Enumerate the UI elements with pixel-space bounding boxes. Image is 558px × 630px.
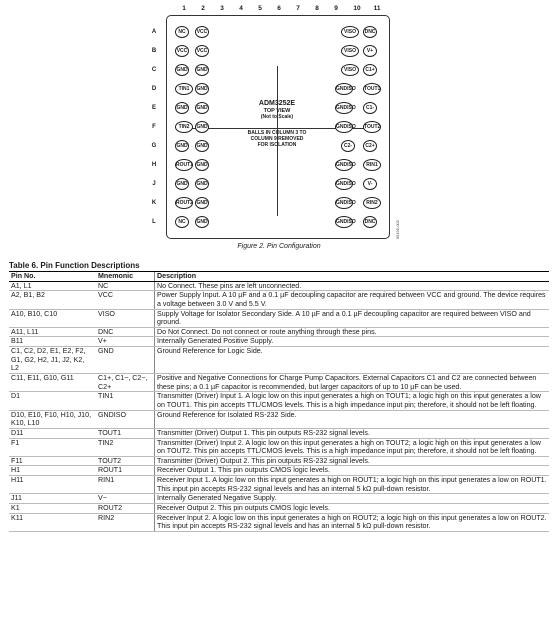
col-num: 6: [277, 5, 281, 12]
ball-pin: GND: [195, 64, 209, 76]
ball-pin: RIN2: [363, 197, 381, 209]
row-letter: J: [152, 181, 156, 187]
table-row: [9, 494, 549, 504]
ball-pin: GND: [195, 216, 209, 228]
cell-mnemonic: DNC: [96, 327, 155, 337]
ball-pin: DNC: [363, 26, 377, 38]
ball-pin: VISO: [341, 26, 359, 38]
table-row: [9, 428, 549, 438]
col-num: 5: [258, 5, 262, 12]
ball-pin: GNDISO: [335, 159, 353, 171]
scale-label: (Not to Scale): [260, 114, 294, 120]
ball-pin: GND: [195, 178, 209, 190]
cell-pin-no: A1, L1: [9, 281, 96, 291]
table-row: [9, 456, 549, 466]
cell-mnemonic: V+: [96, 337, 155, 347]
table-row: [9, 337, 549, 347]
table-row: [9, 504, 549, 514]
cell-pin-no: H11: [9, 476, 96, 494]
ball-pin: VCC: [195, 26, 209, 38]
ball-pin: GNDISO: [335, 121, 353, 133]
cell-pin-no: C1, C2, D2, E1, E2, F2, G1, G2, H2, J1, J2, K2, L2: [9, 347, 96, 374]
table-row: [9, 392, 549, 410]
ball-pin: TOUT1: [363, 83, 381, 95]
note-line: FOR ISOLATION: [257, 142, 297, 148]
table-row: [9, 281, 549, 291]
ball-pin: C1+: [363, 64, 377, 76]
row-letter: E: [151, 105, 156, 111]
figure-id: 05195-002: [395, 220, 400, 240]
cell-mnemonic: ROUT1: [96, 466, 155, 476]
view-label: TOP VIEW: [263, 108, 291, 114]
cell-description: Receiver Output 2. This pin outputs CMOS logic levels.: [155, 504, 550, 514]
ball-pin: C1-: [363, 102, 377, 114]
cell-description: Receiver Output 1. This pin outputs CMOS logic levels.: [155, 466, 550, 476]
cell-mnemonic: TIN2: [96, 438, 155, 456]
ball-pin: TOUT2: [363, 121, 381, 133]
cell-pin-no: A2, B1, B2: [9, 291, 96, 309]
cell-description: Receiver Input 1. A logic low on this input generates a high on ROUT1; a logic high on this input generates a low on ROUT1. This input pin accepts RS-232 signal levels and has an internal 5 kΩ pull-down resistor.: [155, 476, 550, 494]
row-letter: F: [152, 124, 156, 130]
ball-pin: GND: [175, 64, 189, 76]
ball-pin: GNDISO: [335, 216, 353, 228]
cell-mnemonic: RIN1: [96, 476, 155, 494]
table-row: [9, 476, 549, 494]
cell-pin-no: D1: [9, 392, 96, 410]
cell-pin-no: B11: [9, 337, 96, 347]
row-letter: C: [151, 67, 157, 73]
ball-pin: GNDISO: [335, 83, 353, 95]
cell-pin-no: H1: [9, 466, 96, 476]
row-letter: G: [151, 143, 157, 149]
cell-description: No Connect. These pins are left unconnected.: [155, 281, 550, 291]
cell-mnemonic: NC: [96, 281, 155, 291]
note-line: BALLS IN COLUMN 3 TO: [247, 130, 307, 136]
cell-pin-no: A11, L11: [9, 327, 96, 337]
ball-pin: GNDISO: [335, 197, 353, 209]
cell-description: Transmitter (Driver) Input 2. A logic low on this input generates a high on TOUT2; a logic high on this input generates a low on TOUT2. This pin accepts TTL/CMOS levels. This is a high impedance input pin; therefore, it should not be left floating.: [155, 438, 550, 456]
col-num: 8: [315, 5, 319, 12]
ball-pin: DNC: [363, 216, 377, 228]
cell-description: Do Not Connect. Do not connect or route anything through these pins.: [155, 327, 550, 337]
figure-caption: Figure 2. Pin Configuration: [237, 243, 321, 250]
ball-pin: GND: [195, 83, 209, 95]
ball-pin: VCC: [175, 45, 189, 57]
cell-pin-no: K11: [9, 513, 96, 531]
cell-mnemonic: C1+, C1−, C2−, C2+: [96, 374, 155, 392]
ball-pin: V+: [363, 45, 377, 57]
col-num: 3: [220, 5, 224, 12]
col-num: 4: [239, 5, 243, 12]
table-title: Table 6. Pin Function Descriptions: [9, 261, 140, 270]
cell-description: Ground Reference for Logic Side.: [155, 347, 550, 374]
cell-description: Internally Generated Negative Supply.: [155, 494, 550, 504]
cell-pin-no: F1: [9, 438, 96, 456]
ball-pin: C2+: [363, 140, 377, 152]
cell-mnemonic: GNDISO: [96, 410, 155, 428]
ball-pin: GND: [175, 102, 189, 114]
ball-pin: C2-: [341, 140, 355, 152]
ball-pin: GND: [175, 140, 189, 152]
col-num: 9: [334, 5, 338, 12]
table-header-row: [9, 272, 549, 282]
cell-description: Supply Voltage for Isolator Secondary Side. A 10 µF and a 0.1 µF decoupling capacitor are required between VISO and ground.: [155, 309, 550, 327]
cell-mnemonic: GND: [96, 347, 155, 374]
pin-configuration-diagram: [166, 15, 390, 239]
row-letter: D: [151, 86, 157, 92]
col-num: 10: [353, 5, 361, 12]
ball-pin: ROUT1: [175, 159, 193, 171]
col-num: 7: [296, 5, 300, 12]
col-num: 11: [373, 5, 381, 12]
cell-pin-no: D10, E10, F10, H10, J10, K10, L10: [9, 410, 96, 428]
ball-pin: VCC: [195, 45, 209, 57]
table-row: [9, 291, 549, 309]
cell-description: Receiver Input 2. A logic low on this input generates a high on ROUT2; a logic high on this input generates a low on ROUT2. This input pin accepts RS-232 signal levels and has an internal 5 kΩ pull-down resistor.: [155, 513, 550, 531]
cell-mnemonic: VCC: [96, 291, 155, 309]
pin-function-table: [9, 271, 549, 532]
ball-pin: GND: [195, 159, 209, 171]
ball-pin: NC: [175, 26, 189, 38]
cell-mnemonic: VISO: [96, 309, 155, 327]
cell-description: Internally Generated Positive Supply.: [155, 337, 550, 347]
ball-pin: RIN1: [363, 159, 381, 171]
table-row: [9, 327, 549, 337]
cell-mnemonic: V−: [96, 494, 155, 504]
table-body: [9, 281, 549, 531]
cell-pin-no: A10, B10, C10: [9, 309, 96, 327]
cell-description: Transmitter (Driver) Output 1. This pin outputs RS-232 signal levels.: [155, 428, 550, 438]
col-num: 1: [182, 5, 186, 12]
part-name: ADM3252E: [258, 100, 296, 107]
cell-pin-no: K1: [9, 504, 96, 514]
note-line: COLUMN 9 REMOVED: [250, 136, 304, 142]
table-row: [9, 374, 549, 392]
ball-pin: GNDISO: [335, 178, 353, 190]
row-letter: H: [151, 162, 157, 168]
cell-pin-no: F11: [9, 456, 96, 466]
ball-pin: V-: [363, 178, 377, 190]
table-row: [9, 410, 549, 428]
table-row: [9, 309, 549, 327]
row-letter: A: [151, 29, 157, 35]
header-description: Description: [155, 272, 550, 282]
ball-pin: TIN1: [175, 83, 193, 95]
cell-mnemonic: ROUT2: [96, 504, 155, 514]
cell-description: Positive and Negative Connections for Charge Pump Capacitors. External Capacitors C1 and C2 are connected between these pins; a 0.1 µF capacitor is recommended, but larger capacitors of up to 10 µF can be used.: [155, 374, 550, 392]
table-row: [9, 347, 549, 374]
ball-pin: GND: [195, 121, 209, 133]
ball-pin: NC: [175, 216, 189, 228]
table-row: [9, 466, 549, 476]
ball-pin: GNDISO: [335, 102, 353, 114]
cell-description: Ground Reference for Isolated RS-232 Side.: [155, 410, 550, 428]
table-row: [9, 438, 549, 456]
cell-description: Power Supply Input. A 10 µF and a 0.1 µF decoupling capacitor are required between VCC and ground. The device requires a voltage between 3.0 V and 5.5 V.: [155, 291, 550, 309]
row-letter: B: [151, 48, 157, 54]
row-letter: L: [152, 219, 156, 225]
ball-pin: VISO: [341, 64, 359, 76]
cell-mnemonic: TOUT1: [96, 428, 155, 438]
cell-mnemonic: TIN1: [96, 392, 155, 410]
cell-mnemonic: RIN2: [96, 513, 155, 531]
ball-pin: TIN2: [175, 121, 193, 133]
ball-pin: ROUT2: [175, 197, 193, 209]
cell-pin-no: D11: [9, 428, 96, 438]
cell-mnemonic: TOUT2: [96, 456, 155, 466]
ball-pin: GND: [195, 197, 209, 209]
cell-pin-no: J11: [9, 494, 96, 504]
row-letter: K: [151, 200, 157, 206]
ball-pin: GND: [175, 178, 189, 190]
table-row: [9, 513, 549, 531]
cell-description: Transmitter (Driver) Output 2. This pin outputs RS-232 signal levels.: [155, 456, 550, 466]
cell-description: Transmitter (Driver) Input 1. A logic low on this input generates a high on TOUT1; a logic high on this input generates a low on TOUT1. This pin accepts TTL/CMOS levels. This is a high impedance input pin; therefore, it should not be left floating.: [155, 392, 550, 410]
col-num: 2: [201, 5, 205, 12]
ball-pin: VISO: [341, 45, 359, 57]
ball-pin: GND: [195, 140, 209, 152]
header-mnemonic: Mnemonic: [96, 272, 155, 282]
ball-pin: GND: [195, 102, 209, 114]
cell-pin-no: C11, E11, G10, G11: [9, 374, 96, 392]
header-pin-no: Pin No.: [9, 272, 96, 282]
